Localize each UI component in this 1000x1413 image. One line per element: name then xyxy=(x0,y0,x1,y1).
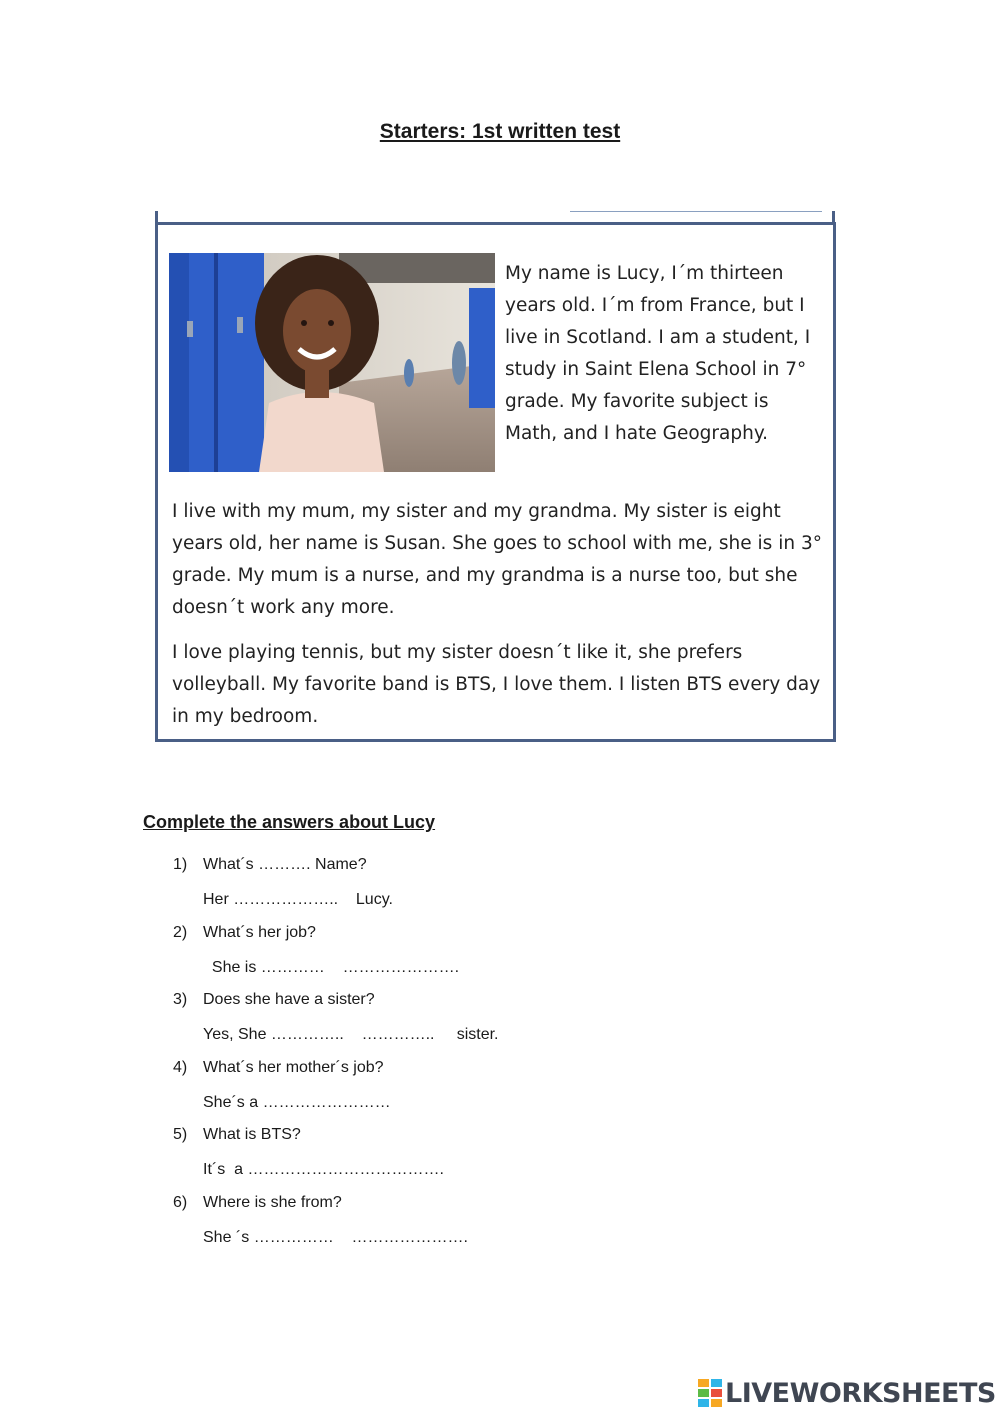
girl-portrait-photo xyxy=(169,253,495,472)
question-text: What is BTS? xyxy=(203,1126,301,1144)
answer-field[interactable]: She ´s …………… …………………. xyxy=(203,1228,468,1246)
reading-paragraph-2: I live with my mum, my sister and my grandma. My sister is eight years old, her name is Susan. She goes to school with me, she is in 3° grade. My mum is a nurse, and my grandma is a nurse too, but she doesn´t work any more. xyxy=(172,501,822,618)
question-number: 6) xyxy=(173,1193,188,1211)
question-item xyxy=(173,991,773,1059)
question-item xyxy=(173,1126,773,1194)
question-text: Does she have a sister? xyxy=(203,991,375,1009)
question-text: What´s ………. Name? xyxy=(203,856,367,873)
question-number: 5) xyxy=(173,1126,188,1144)
logo-text: LIVEWORKSHEETS xyxy=(725,1377,996,1409)
question-number: 1) xyxy=(173,856,188,873)
question-number: 3) xyxy=(173,991,188,1009)
question-number: 2) xyxy=(173,923,188,941)
answer-field[interactable]: It´s a ………………………………. xyxy=(203,1161,444,1179)
question-item xyxy=(173,1194,773,1262)
question-item xyxy=(173,924,773,992)
answer-field[interactable]: She´s a …………………… xyxy=(203,1093,391,1111)
question-number: 4) xyxy=(173,1058,188,1076)
question-list xyxy=(173,856,773,1262)
question-text: What´s her job? xyxy=(203,923,316,941)
answer-field[interactable]: Yes, She ………….. ………….. sister. xyxy=(203,1026,499,1044)
section-title: Complete the answers about Lucy xyxy=(143,812,436,832)
question-text: Where is she from? xyxy=(203,1193,342,1211)
question-text: What´s her mother´s job? xyxy=(203,1058,384,1076)
reading-paragraph-3: I love playing tennis, but my sister doesn´t like it, she prefers volleyball. My favorite band is BTS, I love them. I listen BTS every day in my bedroom. xyxy=(172,642,821,727)
question-item xyxy=(173,856,773,924)
answer-field[interactable]: She is ………… …………………. xyxy=(203,958,460,976)
liveworksheets-logo[interactable] xyxy=(698,1376,996,1410)
reading-paragraph-1: My name is Lucy, I´m thirteen years old. I´m from France, but I live in Scotland. I am a student, I study in Saint Elena School in 7° grade. My favorite subject is Math, and I hate Geography. xyxy=(505,263,811,444)
answer-field[interactable]: Her ……………….. Lucy. xyxy=(203,891,393,908)
page-title: Starters: 1st written test xyxy=(379,120,621,143)
question-item xyxy=(173,1059,773,1127)
liveworksheets-logo-icon xyxy=(698,1379,722,1407)
